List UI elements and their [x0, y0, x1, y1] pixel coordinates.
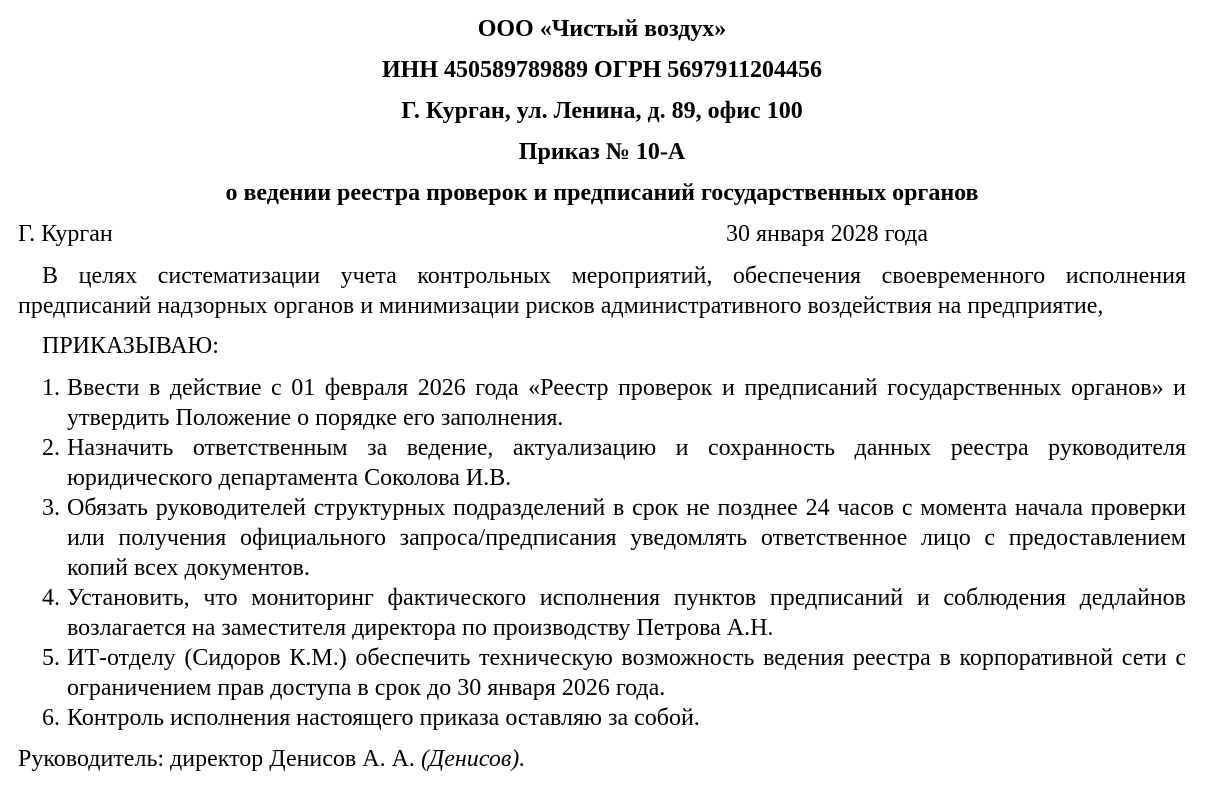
signature-label: Руководитель: директор Денисов А. А.	[18, 746, 415, 772]
order-item-text: Обязать руководителей структурных подразделений в срок не позднее 24 часов с момента начала проверки или получения официального запроса/предписания уведомлять ответственное лицо с предоставлением копий всех документов.	[67, 495, 1186, 581]
order-place: Г. Курган	[18, 221, 113, 247]
order-subject: о ведении реестра проверок и предписаний государственных органов	[225, 180, 979, 206]
order-item-text: Ввести в действие с 01 февраля 2026 года «Реестр проверок и предписаний государственных органов» и утвердить Положение о порядке его заполнения.	[67, 375, 1186, 431]
order-item-number: 2.	[42, 435, 60, 461]
company-ids: ИНН 450589789889 ОГРН 5697911204456	[382, 57, 822, 83]
company-address: Г. Курган, ул. Ленина, д. 89, офис 100	[401, 98, 803, 124]
order-item	[18, 583, 1186, 643]
order-item-number: 5.	[42, 645, 60, 671]
order-item-text: Назначить ответственным за ведение, актуализацию и сохранность данных реестра руководителя юридического департамента Соколова И.В.	[67, 435, 1186, 491]
order-item	[18, 373, 1186, 433]
place-date-row	[18, 219, 1186, 249]
order-item-number: 1.	[42, 375, 60, 401]
handwritten-signature: (Денисов).	[420, 746, 526, 772]
order-item-number: 6.	[42, 705, 60, 731]
order-item	[18, 703, 1186, 733]
order-item-text: Установить, что мониторинг фактического исполнения пунктов предписаний и соблюдения дедлайнов возлагается на заместителя директора по производству Петрова А.Н.	[67, 585, 1186, 641]
document-page	[18, 14, 1186, 774]
signature-line	[18, 744, 1186, 774]
order-item-number: 3.	[42, 495, 60, 521]
order-items-list	[18, 373, 1186, 733]
order-title: Приказ № 10-А	[518, 139, 686, 165]
order-item-number: 4.	[42, 585, 60, 611]
order-item-text: Контроль исполнения настоящего приказа оставляю за собой.	[67, 705, 700, 731]
company-name: ООО «Чистый воздух»	[477, 16, 727, 42]
preamble-paragraph: В целях систематизации учета контрольных мероприятий, обеспечения своевременного исполнения предписаний надзорных органов и минимизации рисков административного воздействия на предприятие,	[18, 263, 1186, 319]
order-item	[18, 493, 1186, 583]
order-item-text: ИТ-отделу (Сидоров К.М.) обеспечить техническую возможность ведения реестра в корпоративной сети с ограничением прав доступа в срок до 30 января 2026 года.	[67, 645, 1186, 701]
order-item	[18, 433, 1186, 493]
order-date: 30 января 2028 года	[726, 221, 929, 247]
order-item	[18, 643, 1186, 703]
order-word: ПРИКАЗЫВАЮ:	[42, 333, 219, 359]
